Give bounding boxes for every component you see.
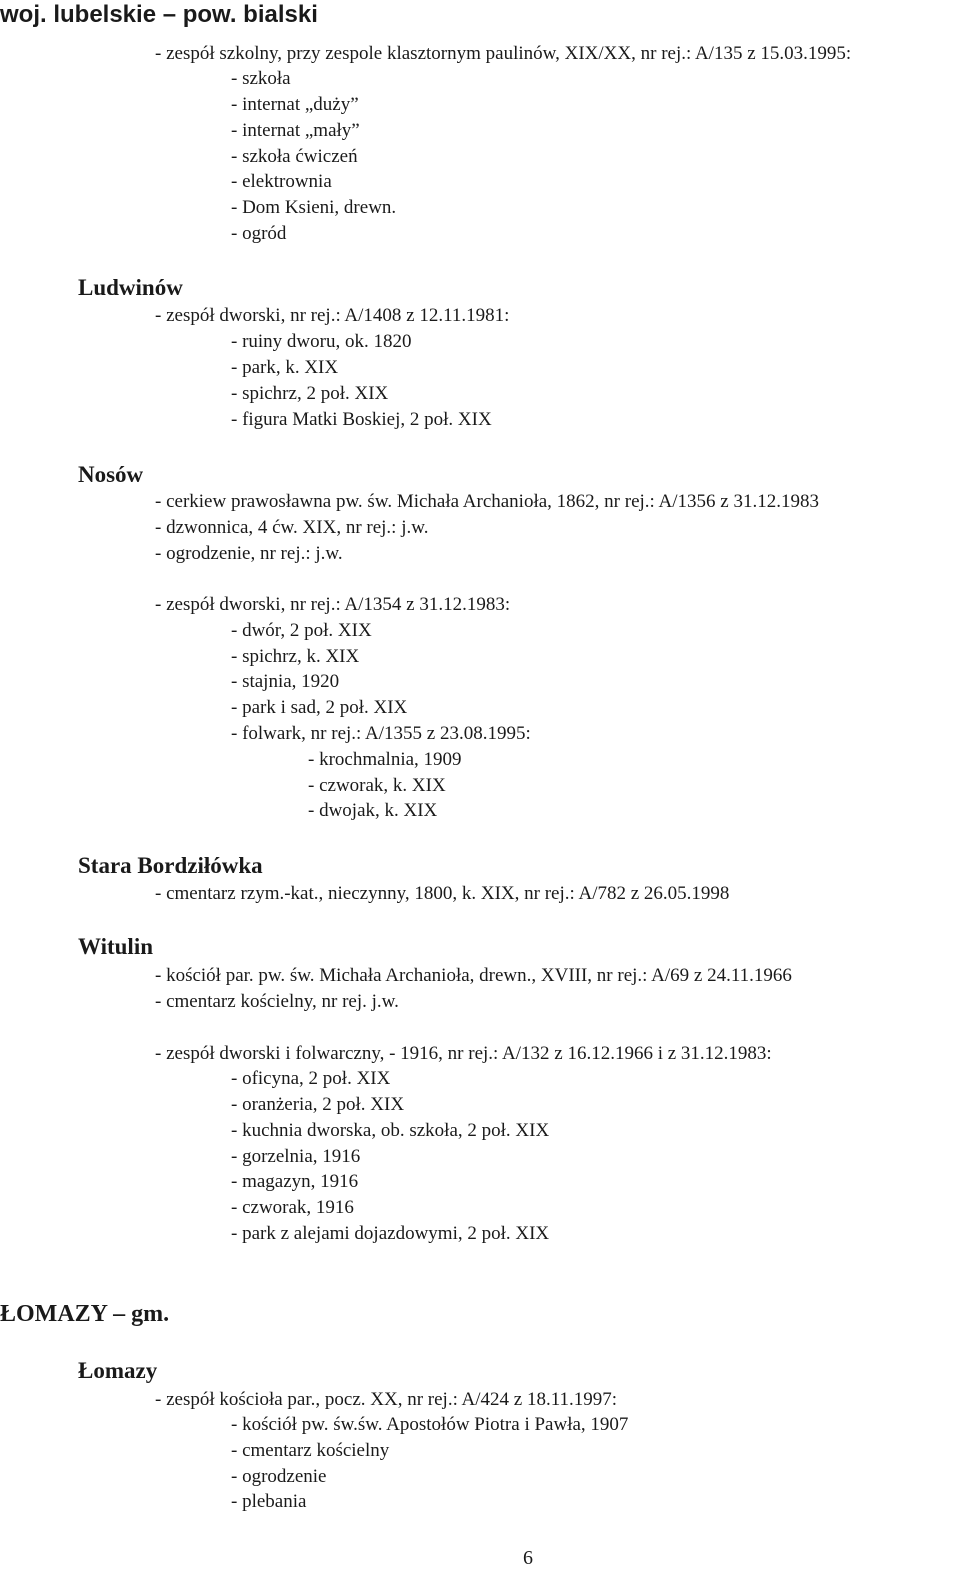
place-heading-lomazy: Łomazy [78, 1358, 158, 1383]
list-item: - folwark, nr rej.: A/1355 z 23.08.1995: [231, 723, 531, 744]
list-item: - internat „duży” [231, 94, 359, 115]
place-heading-ludwinow: Ludwinów [78, 275, 183, 300]
list-item: - elektrownia [231, 171, 332, 192]
list-item: - ruiny dworu, ok. 1820 [231, 331, 412, 352]
list-item: - zespół dworski, nr rej.: A/1354 z 31.12.1983: [155, 594, 511, 615]
list-item: - spichrz, 2 poł. XIX [231, 383, 389, 404]
gmina-heading: ŁOMAZY – gm. [0, 1301, 170, 1327]
list-item: - szkoła [231, 68, 291, 89]
list-item: - zespół kościoła par., pocz. XX, nr rej.: A/424 z 18.11.1997: [155, 1389, 618, 1410]
place-heading-stara-bordzilowka: Stara Bordziłówka [78, 853, 263, 878]
list-item: - czworak, 1916 [231, 1197, 354, 1218]
list-item: - park z alejami dojazdowymi, 2 poł. XIX [231, 1223, 550, 1244]
list-item: - cmentarz kościelny [231, 1440, 390, 1461]
list-item: - ogrodzenie [231, 1466, 327, 1487]
list-item: - dwór, 2 poł. XIX [231, 620, 372, 641]
list-item: - dwojak, k. XIX [308, 800, 438, 821]
list-item: - kościół par. pw. św. Michała Archanioła, drewn., XVIII, nr rej.: A/69 z 24.11.1966 [155, 965, 792, 986]
list-item: - internat „mały” [231, 120, 360, 141]
list-item: - zespół dworski, nr rej.: A/1408 z 12.11.1981: [155, 305, 510, 326]
list-item: - magazyn, 1916 [231, 1171, 359, 1192]
section-heading: woj. lubelskie – pow. bialski [0, 1, 318, 28]
list-item: - zespół dworski i folwarczny, - 1916, nr rej.: A/132 z 16.12.1966 i z 31.12.1983: [155, 1043, 772, 1064]
list-item: - oranżeria, 2 poł. XIX [231, 1094, 405, 1115]
list-item: - Dom Ksieni, drewn. [231, 197, 397, 218]
list-item: - park, k. XIX [231, 357, 339, 378]
list-item: - gorzelnia, 1916 [231, 1146, 361, 1167]
page-number: 6 [523, 1547, 533, 1569]
list-item: - ogród [231, 223, 287, 244]
list-item: - zespół szkolny, przy zespole klasztornym paulinów, XIX/XX, nr rej.: A/135 z 15.03.1995: [155, 43, 852, 64]
list-item: - czworak, k. XIX [308, 775, 446, 796]
place-heading-witulin: Witulin [78, 934, 153, 959]
list-item: - cmentarz kościelny, nr rej. j.w. [155, 991, 399, 1012]
place-heading-nosow: Nosów [78, 462, 144, 487]
list-item: - kościół pw. św.św. Apostołów Piotra i Pawła, 1907 [231, 1414, 629, 1435]
list-item: - cerkiew prawosławna pw. św. Michała Archanioła, 1862, nr rej.: A/1356 z 31.12.1983 [155, 491, 819, 512]
list-item: - ogrodzenie, nr rej.: j.w. [155, 543, 343, 564]
list-item: - plebania [231, 1491, 307, 1512]
list-item: - krochmalnia, 1909 [308, 749, 462, 770]
list-item: - cmentarz rzym.-kat., nieczynny, 1800, k. XIX, nr rej.: A/782 z 26.05.1998 [155, 883, 730, 904]
list-item: - szkoła ćwiczeń [231, 146, 358, 167]
list-item: - park i sad, 2 poł. XIX [231, 697, 408, 718]
list-item: - stajnia, 1920 [231, 671, 340, 692]
list-item: - figura Matki Boskiej, 2 poł. XIX [231, 409, 492, 430]
list-item: - kuchnia dworska, ob. szkoła, 2 poł. XIX [231, 1120, 550, 1141]
list-item: - spichrz, k. XIX [231, 646, 360, 667]
list-item: - dzwonnica, 4 ćw. XIX, nr rej.: j.w. [155, 517, 429, 538]
list-item: - oficyna, 2 poł. XIX [231, 1068, 391, 1089]
